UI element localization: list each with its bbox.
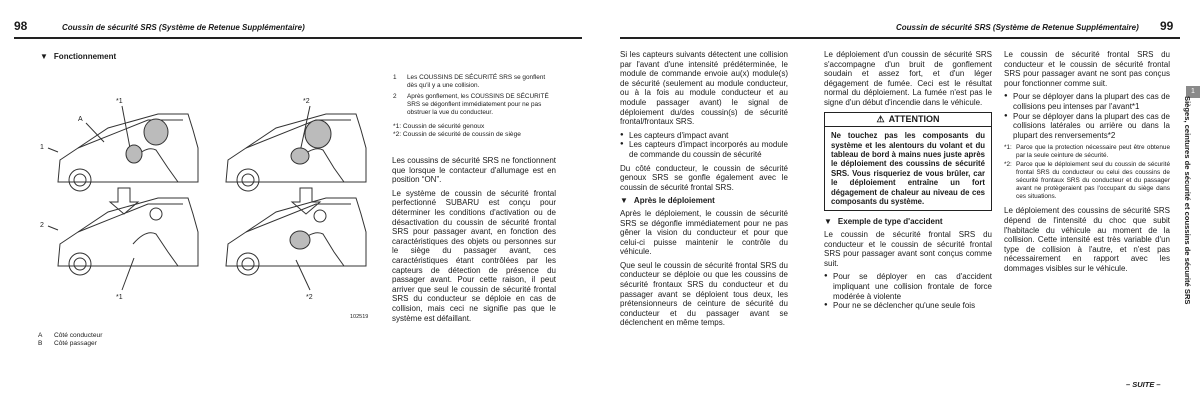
figure-row-label-1: 1	[40, 144, 44, 151]
legend-item: B Côté passager	[38, 340, 97, 348]
list-item: ● Pour ne se déclencher qu'une seule fois	[824, 301, 992, 311]
star-note: *2: Coussin de sécurité de coussin de siège	[393, 131, 521, 139]
warning-triangle-icon: ⚠	[876, 113, 885, 124]
paragraph: Les coussins de sécurité SRS ne fonctionnent que lorsque le contacteur d'allumage est en position “ON”.	[392, 156, 556, 185]
star-note: *1: Coussin de sécurité genoux	[393, 123, 485, 130]
paragraph: Après le déploiement, le coussin de sécurité SRS se dégonfle immédiatement pour ne pas gêner la vision du conducteur et pour que celui-ci puisse maintenir le contrôle du véhicule.	[620, 208, 788, 257]
list-item: ● Pour se déployer dans la plupart des cas de collisions peu intenses par l'avant*1	[1004, 92, 1170, 111]
numbered-note: 1 Les COUSSINS DE SÉCURITÉ SRS se gonflent dès qu'il y a une collision.	[393, 74, 546, 89]
paragraph: Le déploiement d'un coussin de sécurité SRS s'accompagne d'un bruit de gonflement soudain et assez fort, et d'un léger dégagement de fumée. Ceci est le résultat normal du déploiement. La fumée n'est pas le signe d'un début d'incendie dans le véhicule.	[824, 50, 992, 107]
paragraph: Si les capteurs suivants détectent une collision par l'avant d'une intensité prédéterminée, le module de commande envoie au(x) module(s) de sécurité (seulement au module conducteur, ou à la fois au module conducteur et au module passager avant) le signal de déploiement du/des coussin(s) de sécurité frontal/frontaux SRS.	[620, 50, 788, 127]
figure-code: 102519	[350, 314, 369, 320]
right-header-rule	[620, 37, 1180, 39]
warning-box	[824, 112, 992, 212]
left-running-head: Coussin de sécurité SRS (Système de Retenue Supplémentaire)	[62, 23, 305, 32]
footer-suite: – SUITE –	[1126, 380, 1161, 389]
figure-label-col2: *2	[303, 98, 310, 105]
paragraph: Le système de coussin de sécurité frontal perfectionné SUBARU est conçu pour déterminer les conditions d'activation ou de désactivation du coussin de sécurité frontal SRS pour passager avant, en fonction des caractéristiques des objets ou personnes sur le siège du passager avant, ces caractéristiques étant contrôlées par les capteurs de détection de présence du passager avant. Pour cette raison, il peut arriver que seul le coussin de sécurité frontal SRS du conducteur se déploie en cas de collision, mais ceci ne signifie pas que le système est défaillant.	[392, 188, 556, 323]
chapter-tab: 1	[1186, 86, 1200, 98]
figure-notes	[393, 74, 555, 139]
paragraph: Le coussin de sécurité frontal SRS du conducteur et le coussin de sécurité frontal SRS pour passager avant sont conçus comme suit.	[824, 230, 992, 268]
section-title-exemple: ▼ Exemple de type d'accident	[824, 217, 943, 227]
sensor-list	[620, 131, 788, 160]
airbag-figure	[38, 90, 378, 326]
list-item: ● Les capteurs d'impact incorporés au module de commande du coussin de sécurité	[620, 140, 788, 159]
paragraph: Que seul le coussin de sécurité frontal SRS du conducteur se déploie ou que les coussins de sécurité frontaux SRS du conducteur et du passager avant se déploient tous deux, les prétensionneurs de ceinture de sécurité du conducteur et du passager avant se déclenchent en même temps.	[620, 260, 788, 328]
warning-text: Ne touchez pas les composants du système et les alentours du volant et du tableau de bord à mains nues juste après le déploiement des coussins de sécurité SRS. Vous risqueriez de vous brûler, car le déploiement entraîne un fort dégagement de chaleur au niveau de ces composants du système.	[831, 131, 985, 206]
left-page-number: 98	[14, 19, 28, 33]
right-column-1	[620, 50, 788, 332]
figure-legend	[38, 332, 238, 348]
figure-label-a: A	[78, 116, 83, 123]
right-column-2	[824, 50, 992, 315]
triangle-marker-icon: ▼	[824, 217, 832, 227]
list-item: ● Pour se déployer en cas d'accident impliquant une collision frontale de force modérée à violente	[824, 272, 992, 301]
numbered-note: 2 Après gonflement, les COUSSINS DE SÉCURITÉ SRS se dégonflent immédiatement pour ne pas obstruer la vue du conducteur.	[393, 93, 549, 116]
figure-label-col1: *1	[116, 98, 123, 105]
section-title-apres: ▼ Après le déploiement	[620, 196, 715, 206]
list-item: ● Pour se déployer dans la plupart des cas de collisions latérales ou arrière ou dans la plupart des renversements*2	[1004, 112, 1170, 141]
section-title-fonctionnement: ▼ Fonctionnement	[40, 52, 117, 61]
right-page-number: 99	[1160, 19, 1174, 33]
paragraph: Le coussin de sécurité frontal SRS du conducteur et le coussin de sécurité frontal SRS pour passager avant ne sont pas conçus pour fonctionner comme suit.	[1004, 50, 1170, 88]
paragraph: Le déploiement des coussins de sécurité SRS dépend de l'intensité du choc que subit l'habitacle du véhicule au moment de la collision. Cette intensité est très variable d'un type de collision à l'autre, et n'est pas nécessairement en rapport avec les dommages visibles sur le véhicule.	[1004, 206, 1170, 273]
design-list	[824, 272, 992, 310]
car-airbag-illustration	[38, 90, 378, 326]
left-body-text	[392, 156, 556, 327]
list-item: ● Les capteurs d'impact avant	[620, 131, 788, 141]
figure-bottom-label-2: *2	[306, 294, 313, 301]
figure-row-label-2: 2	[40, 222, 44, 229]
triangle-marker-icon: ▼	[40, 52, 48, 61]
footnote: *2: Parce que le déploiement seul du coussin de sécurité frontal SRS du conducteur ou celui des coussins de sécurité frontaux SRS du conducteur et du passager avant ne protègeraient pas l'occupant du siège dans ces situations.	[1004, 161, 1170, 201]
triangle-marker-icon: ▼	[620, 196, 628, 206]
paragraph: Du côté conducteur, le coussin de sécurité genoux SRS se gonfle également avec le coussin de sécurité frontal SRS.	[620, 163, 788, 192]
right-column-3	[1004, 50, 1170, 278]
legend-item: A Côté conducteur	[38, 332, 103, 339]
warning-header: ⚠ ATTENTION	[825, 113, 991, 128]
chapter-vertical-title: Sièges, ceintures de sécurité et coussins de sécurité SRS	[1183, 96, 1192, 305]
not-designed-list	[1004, 92, 1170, 140]
left-header-rule	[14, 37, 582, 39]
figure-bottom-label-1: *1	[116, 294, 123, 301]
right-running-head: Coussin de sécurité SRS (Système de Retenue Supplémentaire)	[896, 23, 1139, 32]
footnote: *1: Parce que la protection nécessaire peut être obtenue par la seule ceinture de sécurité.	[1004, 144, 1170, 160]
